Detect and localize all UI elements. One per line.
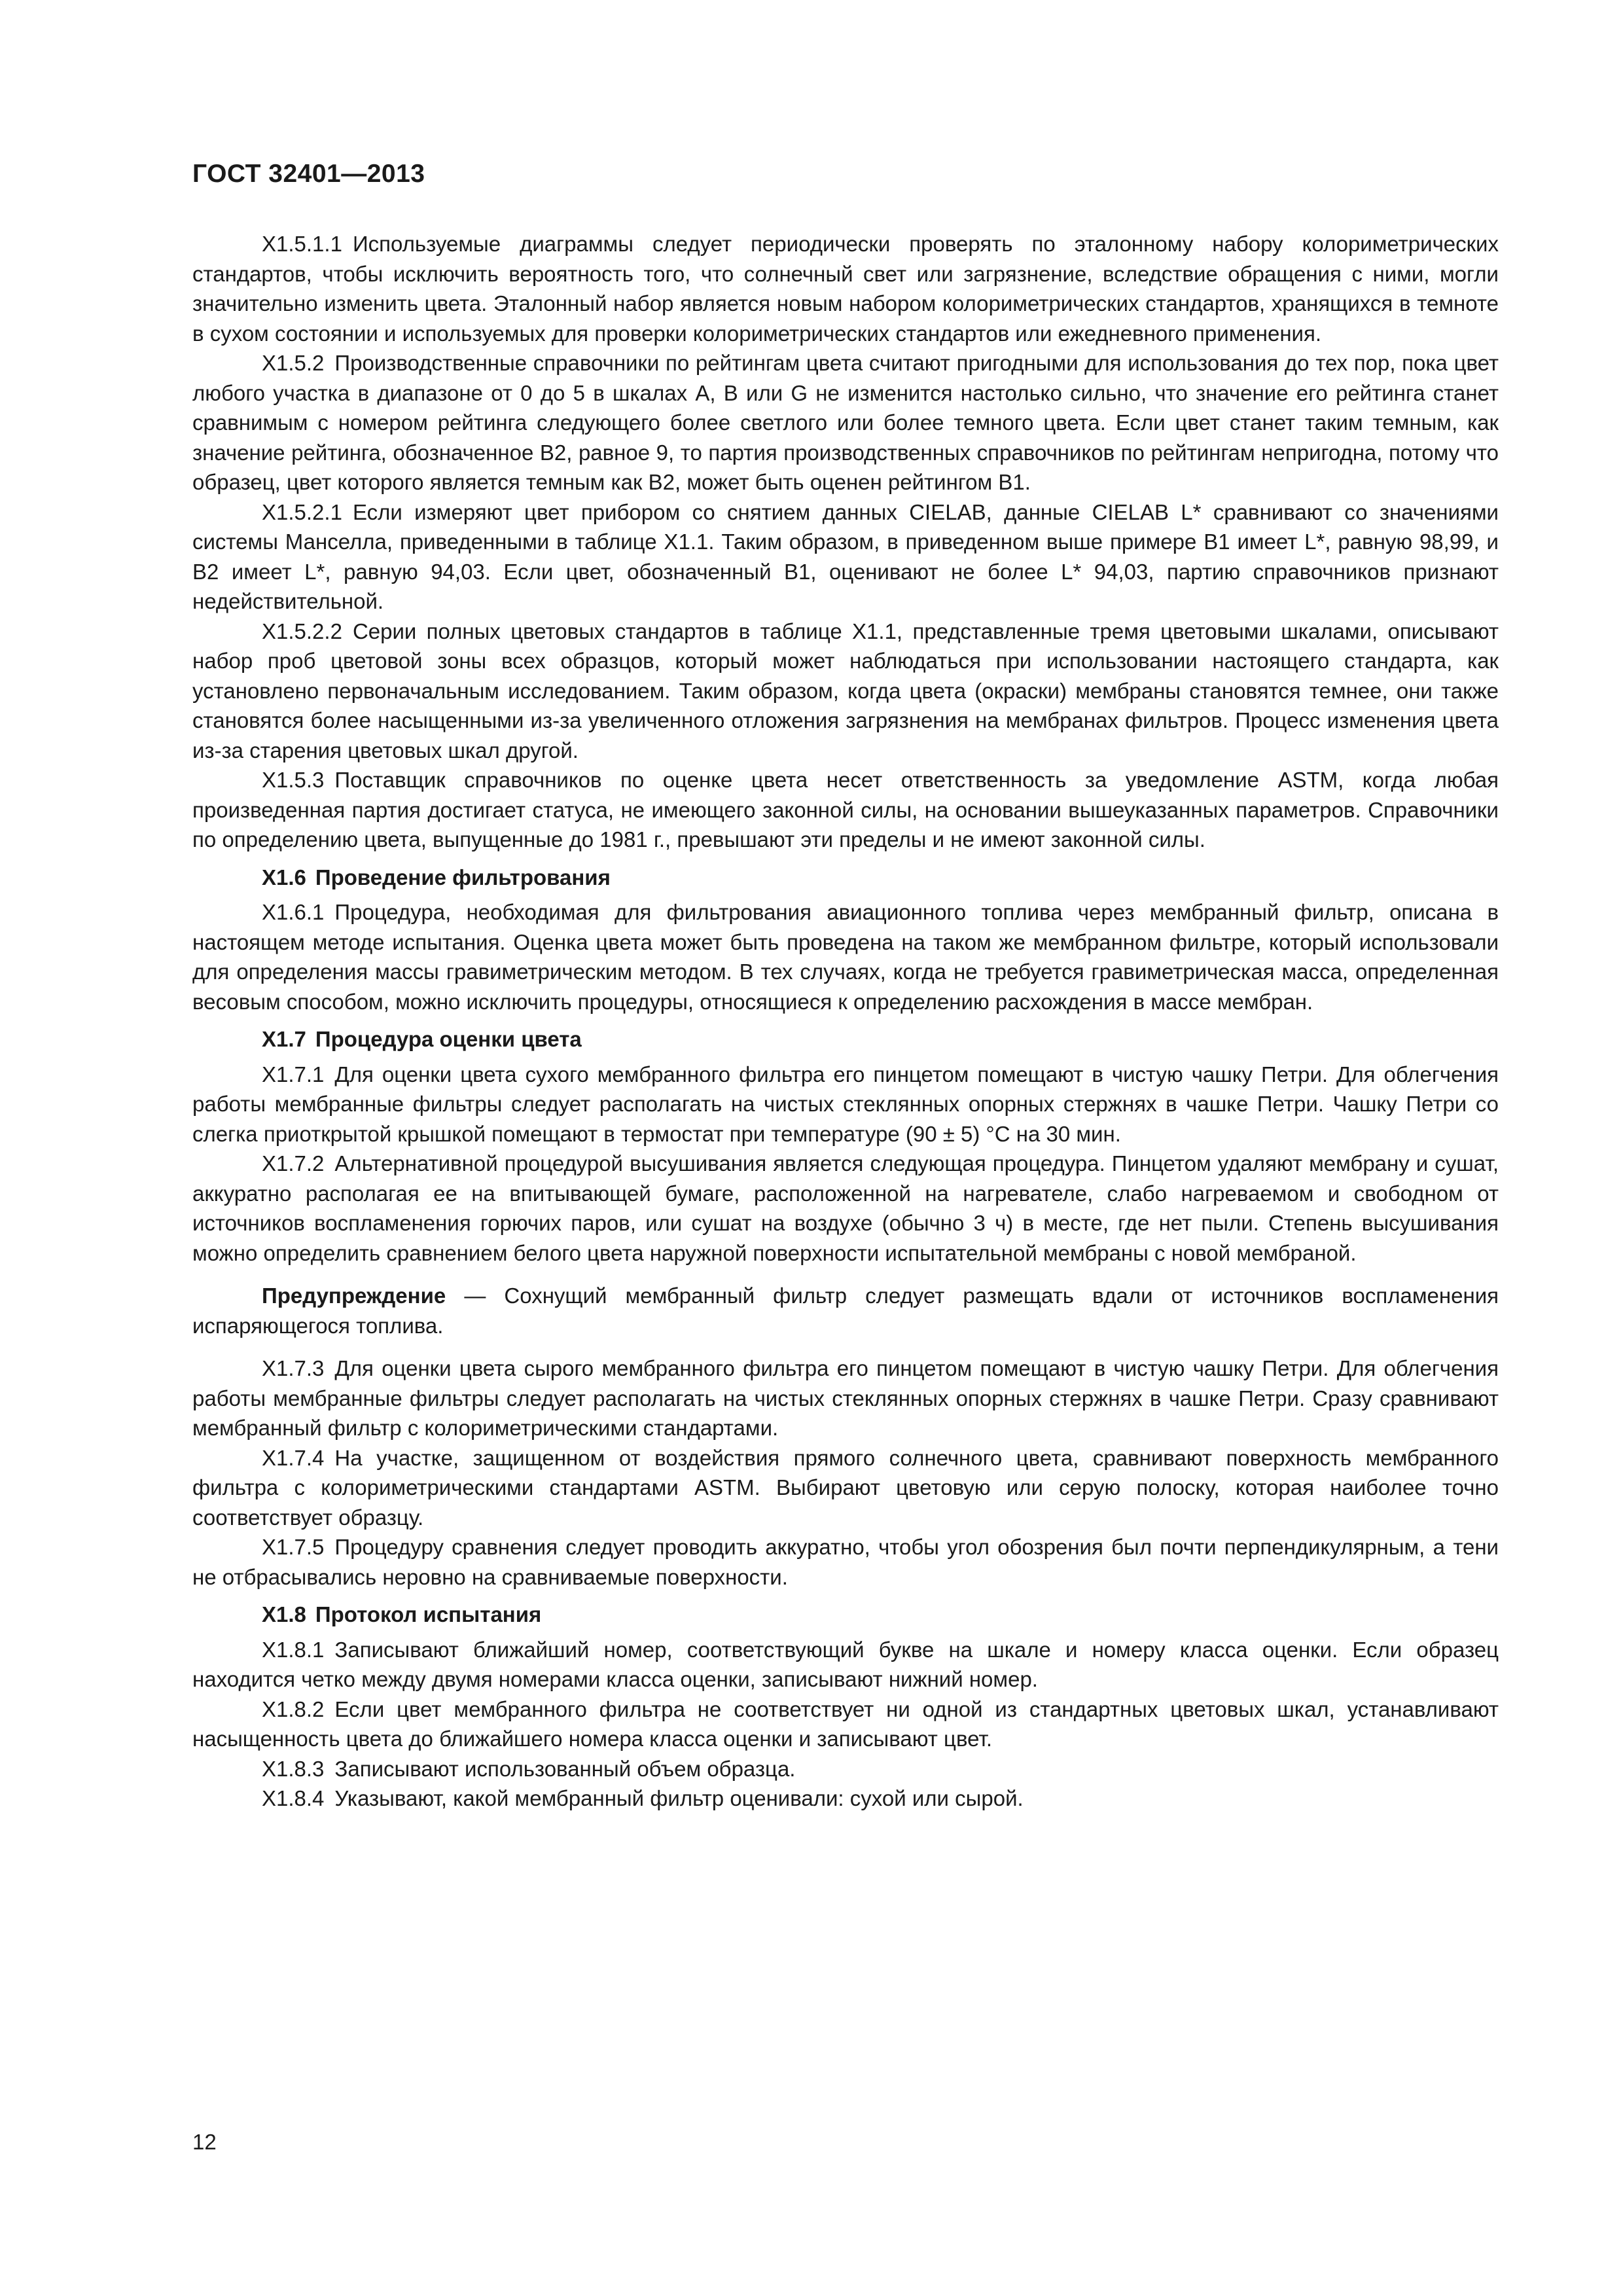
- warning-note: [192, 1281, 1499, 1340]
- clause-number: X1.5.1.1: [262, 232, 342, 256]
- section-heading-x1-8: [192, 1600, 1499, 1630]
- clause-number: X1.5.2.2: [262, 619, 342, 643]
- paragraph-x1-7-1: [192, 1060, 1499, 1149]
- document-header: ГОСТ 32401—2013: [192, 160, 425, 188]
- paragraph-text: Процедура, необходимая для фильтрования авиационного топлива через мембранный фильтр, описана в настоящем методе испытания. Оценка цвета может быть проведена на таком же мембранном фильтре, который использовали для определения массы гравиметрическим методом. В тех случаях, когда не требуется гравиметрическая масса, определенная весовым способом, можно исключить процедуры, относящиеся к определению расхождения в массе мембран.: [192, 900, 1499, 1014]
- section-number: X1.7: [262, 1027, 306, 1051]
- paragraph-x1-8-3: [192, 1754, 1499, 1784]
- paragraph-text: На участке, защищенном от воздействия прямого солнечного цвета, сравнивают поверхность мембранного фильтра с колориметрическими стандартами ASTM. Выбирают цветовую или серую полоску, которая наиболее точно соответствует образцу.: [192, 1445, 1499, 1530]
- paragraph-text: Поставщик справочников по оценке цвета несет ответственность за уведомление ASTM, когда любая произведенная партия достигает статуса, не имеющего законной силы, на основании вышеуказанных параметров. Справочники по определению цвета, выпущенные до 1981 г., превышают эти пределы и не имеют законной силы.: [192, 768, 1499, 852]
- paragraph-text: Если измеряют цвет прибором со снятием данных CIELAB, данные CIELAB L* сравнивают со значениями системы Манселла, приведенными в таблице X1.1. Таким образом, в приведенном выше примере B1 имеет L*, равную 98,99, и B2 имеет L*, равную 94,03. Если цвет, обозначенный B1, оценивают не более L* 94,03, партию справочников признают недействительной.: [192, 499, 1499, 613]
- paragraph-text: Производственные справочники по рейтингам цвета считают пригодными для использования до тех пор, пока цвет любого участка в диапазоне от 0 до 5 в шкалах A, B или G не изменится настолько сильно, что значение его рейтинга станет сравнимым с номером рейтинга следующего более светлого или более темного цвета. Если цвет станет таким темным, как значение рейтинга, обозначенное B2, равное 9, то партия производственных справочников по рейтингам непригодна, потому что образец, цвет которого является темным как B2, может быть оценен рейтингом B1.: [192, 351, 1499, 494]
- paragraph-x1-7-5: [192, 1532, 1499, 1592]
- section-title: Процедура оценки цвета: [315, 1027, 582, 1051]
- paragraph-text: Альтернативной процедурой высушивания является следующая процедура. Пинцетом удаляют мембрану и сушат, аккуратно располагая ее на впитывающей бумаге, расположенной на нагревателе, слабо нагреваемом и свободном от источников воспламенения горючих паров, или сушат на воздухе (обычно 3 ч) в месте, где нет пыли. Степень высушивания можно определить сравнением белого цвета наружной поверхности испытательной мембраны с новой мембраной.: [192, 1151, 1499, 1265]
- clause-number: X1.6.1: [262, 900, 325, 924]
- clause-number: X1.8.3: [262, 1756, 325, 1781]
- paragraph-text: Для оценки цвета сухого мембранного фильтра его пинцетом помещают в чистую чашку Петри. Для облегчения работы мембранные фильтры следует располагать на чистых стеклянных опорных стержнях в чашке Петри. Чашку Петри со слегка приоткрытой крышкой помещают в термостат при температуре (90 ± 5) °C на 30 мин.: [192, 1062, 1499, 1146]
- paragraph-text: Записывают использованный объем образца.: [334, 1756, 796, 1781]
- paragraph-x1-5-1-1: [192, 229, 1499, 348]
- clause-number: X1.7.1: [262, 1062, 325, 1086]
- paragraph-text: Серии полных цветовых стандартов в таблице X1.1, представленные тремя цветовыми шкалами, описывают набор проб цветовой зоны всех образцов, который может наблюдаться при использовании настоящего стандарта, как установлено первоначальным исследованием. Таким образом, когда цвета (окраски) мембраны становятся темнее, они также становятся более насыщенными из-за увеличенного отложения загрязнения на мембранах фильтров. Процесс изменения цвета из-за старения цветовых шкал другой.: [192, 619, 1499, 762]
- paragraph-x1-8-1: [192, 1635, 1499, 1695]
- paragraph-x1-8-4: [192, 1784, 1499, 1814]
- paragraph-x1-5-3: [192, 765, 1499, 855]
- warning-text: — Сохнущий мембранный фильтр следует размещать вдали от источников воспламенения испаряющегося топлива.: [192, 1283, 1499, 1338]
- clause-number: X1.7.3: [262, 1356, 325, 1380]
- paragraph-x1-5-2-1: [192, 497, 1499, 617]
- clause-number: X1.7.2: [262, 1151, 325, 1175]
- section-title: Проведение фильтрования: [315, 865, 611, 889]
- paragraph-text: Для оценки цвета сырого мембранного фильтра его пинцетом помещают в чистую чашку Петри. Для облегчения работы мембранные фильтры следует располагать на чистых стеклянных опорных стержнях в чашке Петри. Сразу сравнивают мембранный фильтр с колориметрическими стандартами.: [192, 1356, 1499, 1440]
- clause-number: X1.8.4: [262, 1786, 325, 1810]
- clause-number: X1.7.4: [262, 1445, 325, 1470]
- paragraph-x1-6-1: [192, 897, 1499, 1016]
- paragraph-text: Процедуру сравнения следует проводить аккуратно, чтобы угол обозрения был почти перпендикулярным, а тени не отбрасывались неровно на сравниваемые поверхности.: [192, 1535, 1499, 1589]
- paragraph-text: Используемые диаграммы следует периодически проверять по эталонному набору колориметрических стандартов, чтобы исключить вероятность того, что солнечный свет или загрязнение, вследствие обращения с ними, могли значительно изменить цвета. Эталонный набор является новым набором колориметрических стандартов, хранящихся в темноте в сухом состоянии и используемых для проверки колориметрических стандартов или ежедневного применения.: [192, 232, 1499, 346]
- paragraph-x1-5-2: [192, 348, 1499, 497]
- paragraph-text: Записывают ближайший номер, соответствующий букве на шкале и номеру класса оценки. Если образец находится четко между двумя номерами класса оценки, записывают нижний номер.: [192, 1637, 1499, 1691]
- clause-number: X1.8.1: [262, 1637, 325, 1662]
- section-title: Протокол испытания: [315, 1602, 542, 1626]
- paragraph-text: Указывают, какой мембранный фильтр оценивали: сухой или сырой.: [334, 1786, 1024, 1810]
- section-number: X1.8: [262, 1602, 306, 1626]
- section-heading-x1-6: [192, 863, 1499, 893]
- clause-number: X1.5.2: [262, 351, 325, 375]
- clause-number: X1.7.5: [262, 1535, 325, 1559]
- paragraph-x1-8-2: [192, 1695, 1499, 1754]
- section-number: X1.6: [262, 865, 306, 889]
- section-heading-x1-7: [192, 1024, 1499, 1054]
- paragraph-x1-7-3: [192, 1354, 1499, 1443]
- paragraph-text: Если цвет мембранного фильтра не соответствует ни одной из стандартных цветовых шкал, устанавливают насыщенность цвета до ближайшего номера класса оценки и записывают цвет.: [192, 1696, 1499, 1751]
- warning-label: Предупреждение: [262, 1283, 446, 1308]
- document-body: [192, 229, 1499, 1814]
- paragraph-x1-7-2: [192, 1149, 1499, 1268]
- paragraph-x1-5-2-2: [192, 617, 1499, 766]
- clause-number: X1.5.3: [262, 768, 325, 792]
- paragraph-x1-7-4: [192, 1443, 1499, 1533]
- clause-number: X1.5.2.1: [262, 499, 342, 524]
- clause-number: X1.8.2: [262, 1696, 325, 1721]
- page-number: 12: [192, 2130, 217, 2154]
